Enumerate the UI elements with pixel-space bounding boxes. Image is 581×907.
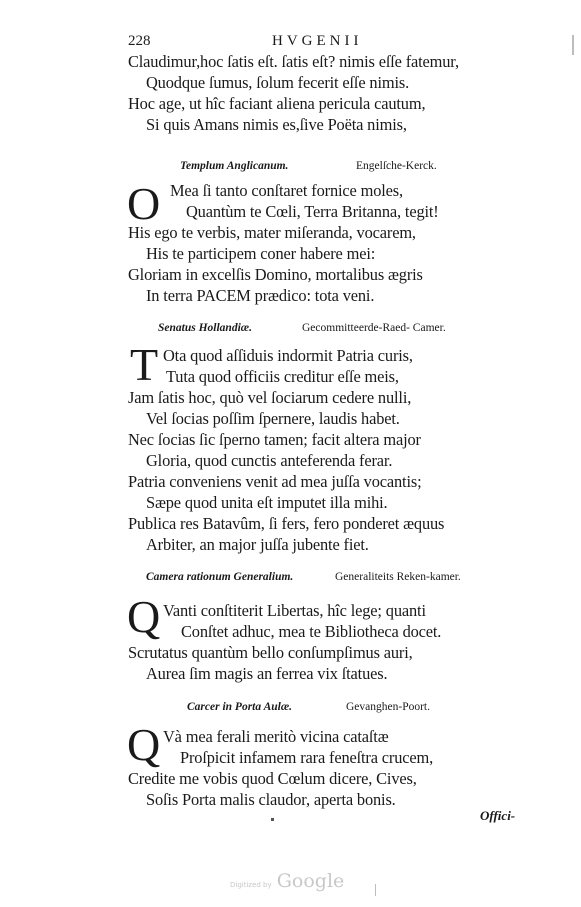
section-1-title-dutch: Engelſche-Kerck. xyxy=(356,160,437,172)
section-2-line: Gloria, quod cunctis anteferenda ferar. xyxy=(146,451,393,470)
section-2-title-latin: Senatus Hollandiæ. xyxy=(158,322,252,334)
section-2-drop-cap: T xyxy=(130,339,159,390)
section-4-line: Proſpicit infamem rara feneſtra crucem, xyxy=(180,748,434,767)
section-1-line: Quantùm te Cœli, Terra Britanna, tegit! xyxy=(186,202,439,221)
section-3-first-line: Vanti conſtiterit Libertas, hîc lege; quanti xyxy=(163,601,426,620)
print-dot xyxy=(271,818,274,821)
section-4-first-line: Và mea ferali meritò vicina cataſtæ xyxy=(163,727,389,746)
section-1-line: Gloriam in excelſis Domino, mortalibus ægris xyxy=(128,265,423,284)
margin-mark xyxy=(572,35,574,55)
page-number: 228 xyxy=(128,33,151,49)
margin-mark xyxy=(375,884,376,896)
section-2-title-dutch: Gecommitteerde-Raed- Camer. xyxy=(302,322,446,334)
section-4-title-latin: Carcer in Porta Aulæ. xyxy=(187,701,293,713)
section-3-line: Conſtet adhuc, mea te Bibliotheca docet. xyxy=(181,622,442,641)
section-2-first-line: Ota quod aſſiduis indormit Patria curis, xyxy=(163,346,413,365)
section-2-line: Jam ſatis hoc, quò vel ſociarum cedere nulli, xyxy=(128,388,412,407)
opening-line-4: Si quis Amans nimis es,ſive Poëta nimis, xyxy=(146,115,407,134)
section-2-line: Sæpe quod unita eſt imputet illa mihi. xyxy=(146,493,388,512)
opening-line-1: Claudimur,hoc ſatis eſt. ſatis eſt? nimis eſſe fatemur, xyxy=(128,52,459,71)
section-4-line: Credite me vobis quod Cœlum dicere, Cives, xyxy=(128,769,417,788)
section-3-line: Aurea ſim magis an ferrea vix ſtatues. xyxy=(146,664,388,683)
section-1-title-latin: Templum Anglicanum. xyxy=(180,160,289,172)
section-2-line: Publica res Batavûm, ſi fers, fero ponderet æquus xyxy=(128,514,445,533)
section-1-line: In terra PACEM prædico: tota veni. xyxy=(146,286,375,305)
section-1-drop-cap: O xyxy=(127,178,161,229)
section-4-line: Soſis Porta malis claudor, aperta bonis. xyxy=(146,790,396,809)
catchword: Offici- xyxy=(480,808,516,823)
section-3-line: Scrutatus quantùm bello conſumpſimus auri, xyxy=(128,643,413,662)
section-4-drop-cap: Q xyxy=(127,719,161,770)
section-2-line: Arbiter, an major juſſa jubente fiet. xyxy=(146,535,369,554)
watermark-prefix: Digitized by xyxy=(230,881,272,889)
digitized-by-google-watermark xyxy=(230,870,344,892)
section-3-drop-cap: Q xyxy=(127,591,161,642)
section-2-line: Vel ſocias poſſim ſpernere, laudis habet. xyxy=(146,409,400,428)
section-3-title-latin: Camera rationum Generalium. xyxy=(146,571,294,583)
section-3-title-dutch: Generaliteits Reken-kamer. xyxy=(335,571,461,583)
section-2-line: Tuta quod officiis creditur eſſe meis, xyxy=(166,367,399,386)
running-head: HVGENII xyxy=(272,33,363,49)
section-1-line: His te participem coner habere mei: xyxy=(146,244,376,263)
section-2-line: Patria conveniens venit ad mea juſſa vocantis; xyxy=(128,472,422,491)
section-2-line: Nec ſocias ſic ſperno tamen; facit altera major xyxy=(128,430,421,449)
section-4-title-dutch: Gevanghen-Poort. xyxy=(346,701,430,713)
opening-line-2: Quodque ſumus, ſolum fecerit eſſe nimis. xyxy=(146,73,410,92)
opening-line-3: Hoc age, ut hîc faciant aliena pericula cautum, xyxy=(128,94,426,113)
section-1-first-line: Mea ſi tanto conſtaret fornice moles, xyxy=(170,181,403,200)
section-1-line: His ego te verbis, mater miſeranda, vocarem, xyxy=(128,223,416,242)
google-logo: Google xyxy=(276,870,345,892)
